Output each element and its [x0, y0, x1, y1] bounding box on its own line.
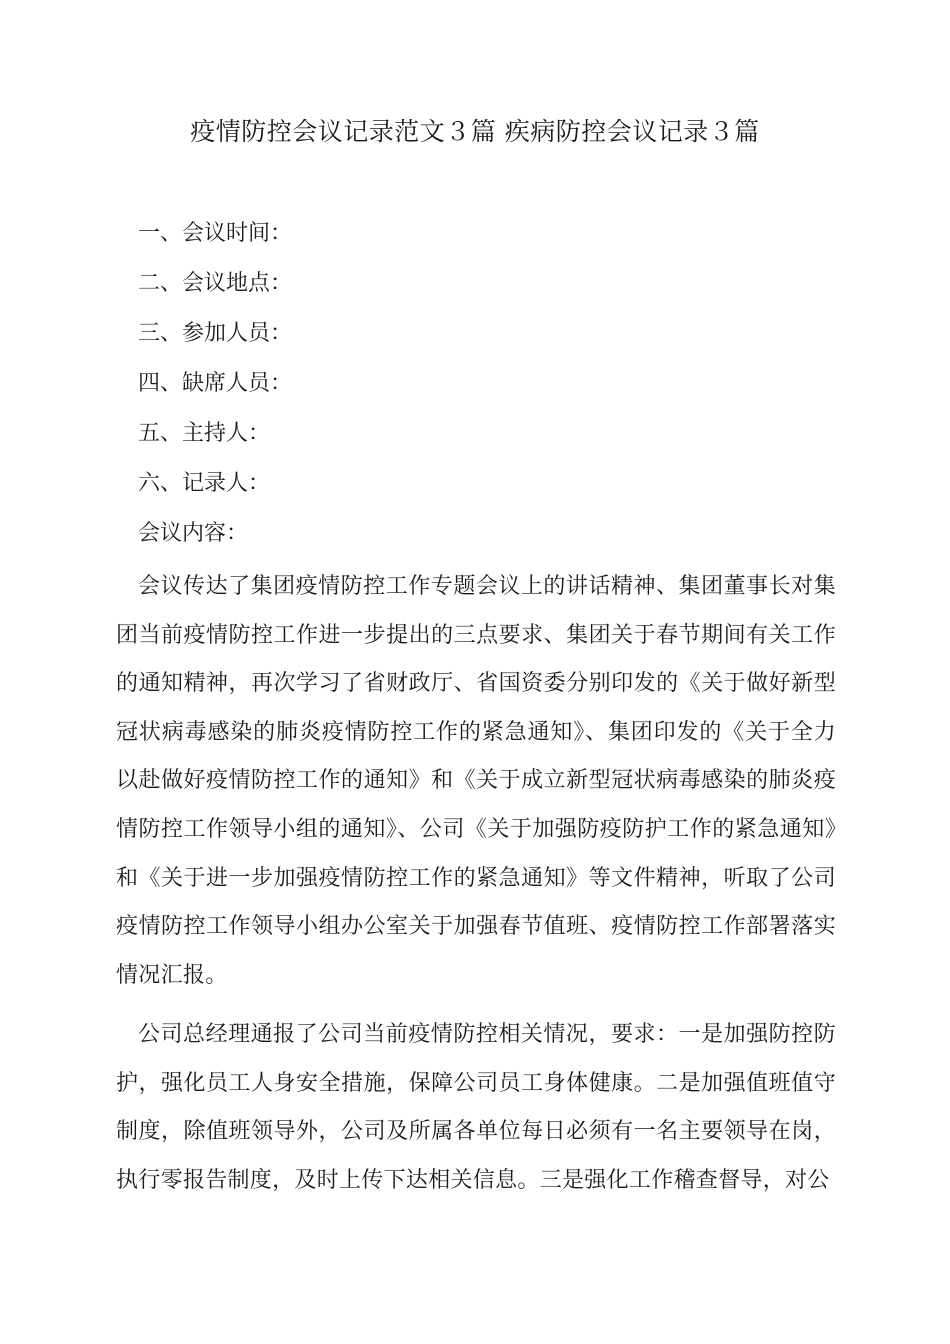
- document-title: 疫情防控会议记录范文３篇 疾病防控会议记录３篇: [190, 117, 760, 146]
- field-host: 五、主持人：: [138, 421, 271, 446]
- field-meeting-location: 二、会议地点：: [138, 271, 293, 296]
- field-recorder: 六、记录人：: [138, 471, 271, 496]
- field-attendees: 三、参加人员：: [138, 321, 293, 346]
- meeting-fields-list: [138, 215, 292, 515]
- paragraph: 会议传达了集团疫情防控工作专题会议上的讲话精神、集团董事长对集团当前疫情防控工作进一步提出的三点要求、集团关于春节期间有关工作的通知精神，再次学习了省财政厅、省国资委分别印发的《关于做好新型冠状病毒感染的肺炎疫情防控工作的紧急通知》、集团印发的《关于全力以赴做好疫情防控工作的通知》和《关于成立新型冠状病毒感染的肺炎疫情防控工作领导小组的通知》、公司《关于加强防疫防护工作的紧急通知》和《关于进一步加强疫情防控工作的紧急通知》等文件精神，听取了公司疫情防控工作领导小组办公室关于加强春节值班、疫情防控工作部署落实情况汇报。: [116, 574, 836, 988]
- content-label: 会议内容：: [138, 521, 249, 546]
- field-absentees: 四、缺席人员：: [138, 371, 293, 396]
- paragraph: 公司总经理通报了公司当前疫情防控相关情况，要求：一是加强防控防护，强化员工人身安全措施，保障公司员工身体健康。二是加强值班值守制度，除值班领导外，公司及所属各单位每日必须有一名主要领导在岗，执行零报告制度，及时上传下达相关信息。三是强化工作稽查督导，对公: [116, 1022, 836, 1193]
- field-meeting-time: 一、会议时间：: [138, 221, 293, 246]
